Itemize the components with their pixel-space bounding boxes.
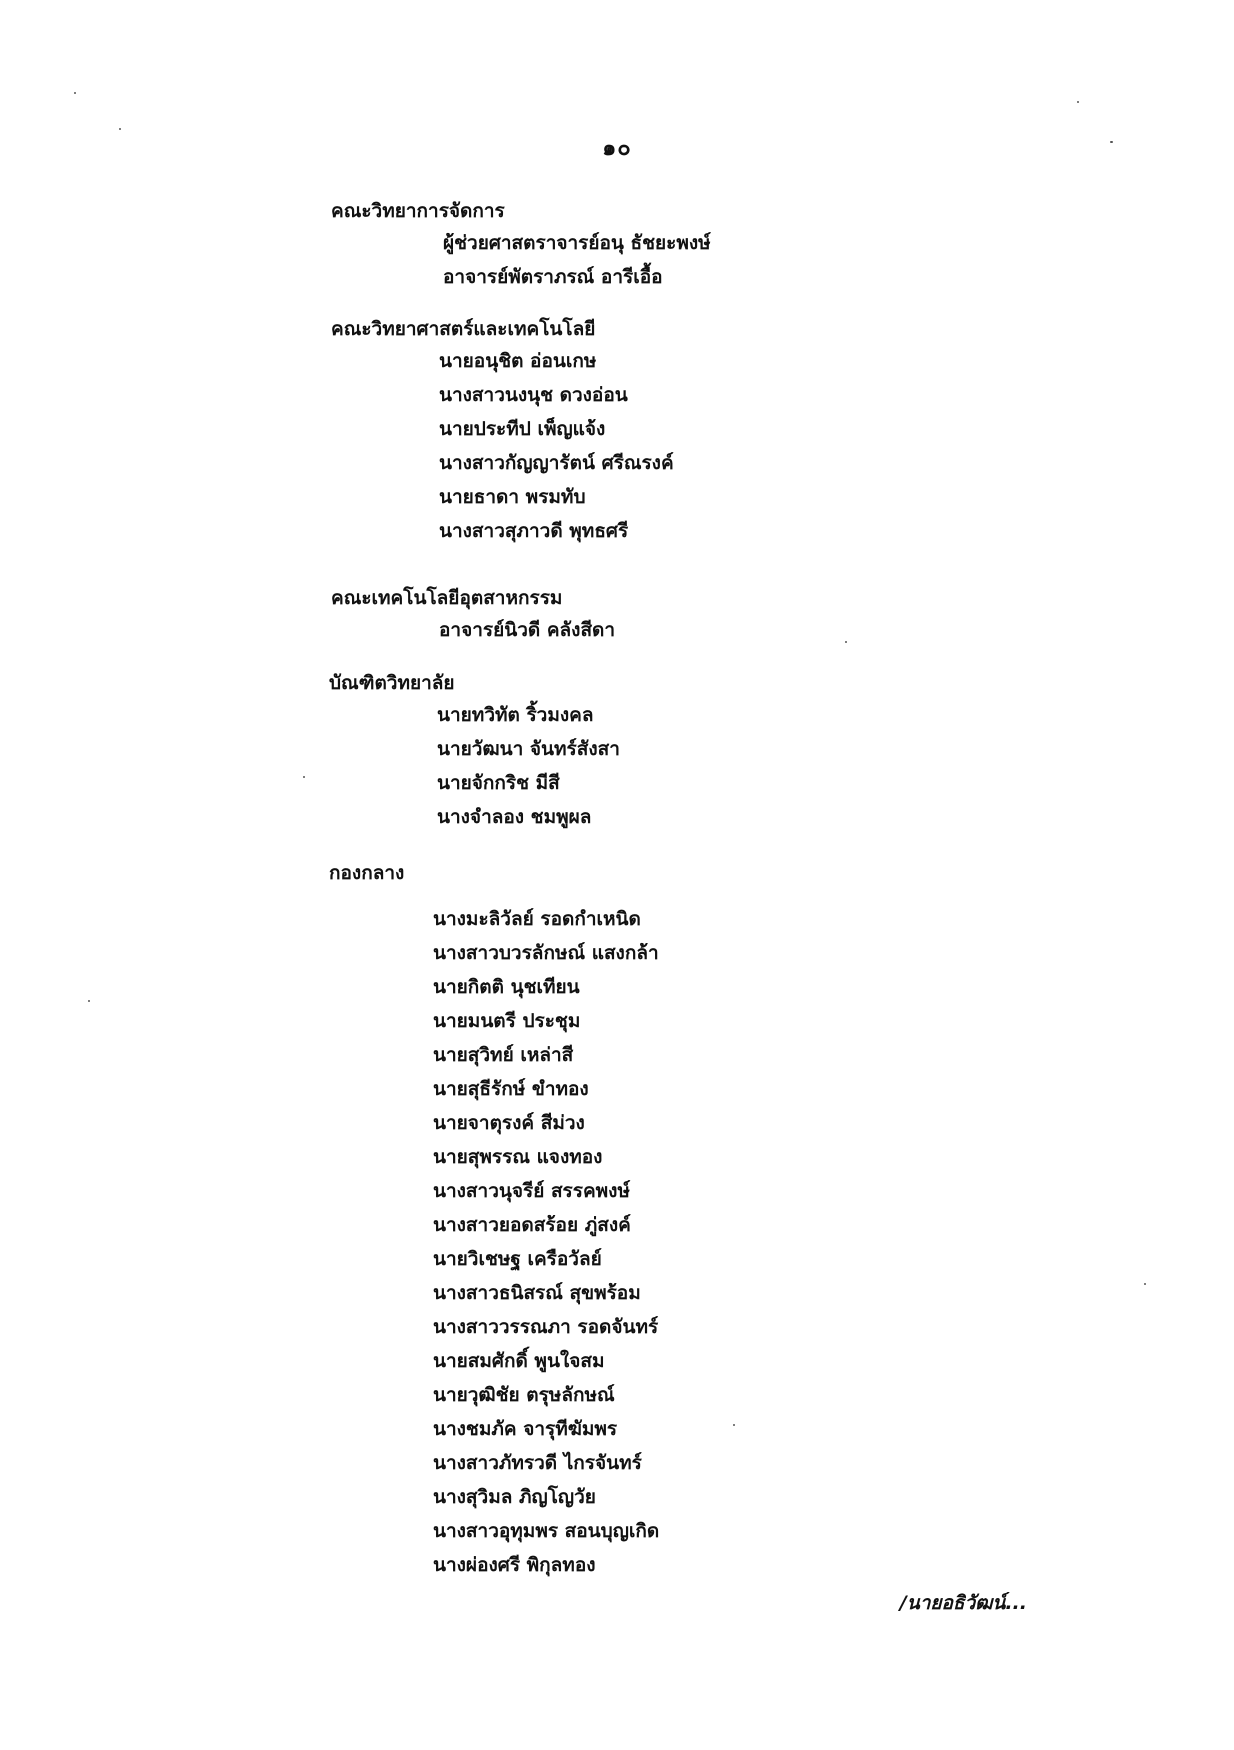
name-item: นายกิตติ นุชเทียน	[433, 976, 580, 998]
name-item: ผู้ช่วยศาสตราจารย์อนุ ธัชยะพงษ์	[443, 232, 711, 254]
name-item: อาจารย์พัตราภรณ์ อารีเอื้อ	[443, 266, 663, 288]
section-heading: กองกลาง	[329, 862, 405, 884]
name-item: นายสมศักดิ์ พูนใจสม	[433, 1350, 605, 1372]
scan-speck	[1144, 1283, 1146, 1285]
name-list	[329, 698, 620, 834]
name-item: นายสุธีรักษ์ ขำทอง	[433, 1078, 589, 1100]
name-item: นางชมภัค จารุทีฆัมพร	[433, 1418, 618, 1440]
name-list	[331, 344, 674, 548]
section-heading: คณะเทคโนโลยีอุตสาหกรรม	[331, 587, 563, 609]
name-item: นายมนตรี ประชุม	[433, 1010, 581, 1032]
section-heading: คณะวิทยาศาสตร์และเทคโนโลยี	[331, 318, 596, 340]
name-item: นายประทีป เพ็ญแจ้ง	[439, 418, 606, 440]
section-central-division	[329, 858, 659, 1582]
name-item: นายสุพรรณ แจงทอง	[433, 1146, 603, 1168]
name-item: นางจำลอง ชมพูผล	[437, 806, 592, 828]
scan-speck	[74, 92, 76, 94]
scan-speck	[88, 1000, 90, 1002]
name-list	[331, 613, 615, 647]
section-heading: บัณฑิตวิทยาลัย	[329, 672, 455, 694]
continuation-note: /นายอธิวัฒน์...	[899, 1592, 1027, 1614]
name-item: นางมะลิวัลย์ รอดกำเหนิด	[433, 908, 641, 930]
name-item: อาจารย์นิวดี คลังสีดา	[439, 619, 616, 641]
name-item: นายวิเชษฐ เครือวัลย์	[433, 1248, 602, 1270]
name-item: นางสาววรรณภา รอดจันทร์	[433, 1316, 659, 1338]
name-item: นายจักกริช มีสี	[437, 772, 560, 794]
name-item: นางสุวิมล ภิญโญวัย	[433, 1486, 596, 1508]
name-item: นายวุฒิชัย ตรุษลักษณ์	[433, 1384, 615, 1406]
name-item: นางสาวนงนุช ดวงอ่อน	[439, 384, 628, 406]
section-faculty-management-science	[331, 196, 711, 294]
name-item: นายสุวิทย์ เหล่าสี	[433, 1044, 574, 1066]
name-item: นายทวิทัต ริ้วมงคล	[437, 704, 594, 726]
scan-speck	[733, 1424, 735, 1426]
name-item: นางสาวกัญญารัตน์ ศรีณรงค์	[439, 452, 674, 474]
name-item: นายวัฒนา จันทร์สังสา	[437, 738, 620, 760]
name-item: นางสาวบวรลักษณ์ แสงกล้า	[433, 942, 659, 964]
scan-speck	[303, 776, 305, 778]
section-graduate-school	[329, 668, 620, 834]
name-list	[329, 902, 659, 1582]
name-item: นางสาวยอดสร้อย ภู่สงค์	[433, 1214, 631, 1236]
scan-speck	[1077, 101, 1079, 103]
page-number: ๑๐	[602, 136, 632, 161]
name-item: นายอนุชิต อ่อนเกษ	[439, 350, 597, 372]
name-item: นางสาวนุจรีย์ สรรคพงษ์	[433, 1180, 630, 1202]
name-item: นางสาวอุทุมพร สอนบุญเกิด	[433, 1520, 660, 1542]
scan-speck	[1110, 141, 1113, 143]
name-item: นายธาดา พรมทับ	[439, 486, 586, 508]
name-item: นางสาวสุภาวดี พุทธศรี	[439, 520, 629, 542]
section-heading: คณะวิทยาการจัดการ	[331, 200, 505, 222]
section-faculty-science-technology	[331, 314, 674, 548]
scan-speck	[845, 641, 847, 643]
name-item: นายจาตุรงค์ สีม่วง	[433, 1112, 585, 1134]
name-item: นางสาวภัทรวดี ไกรจันทร์	[433, 1452, 642, 1474]
name-item: นางสาวธนิสรณ์ สุขพร้อม	[433, 1282, 641, 1304]
name-list	[331, 226, 711, 294]
scan-speck	[119, 128, 121, 130]
name-item: นางผ่องศรี พิกุลทอง	[433, 1554, 596, 1576]
section-faculty-industrial-technology	[331, 583, 615, 647]
